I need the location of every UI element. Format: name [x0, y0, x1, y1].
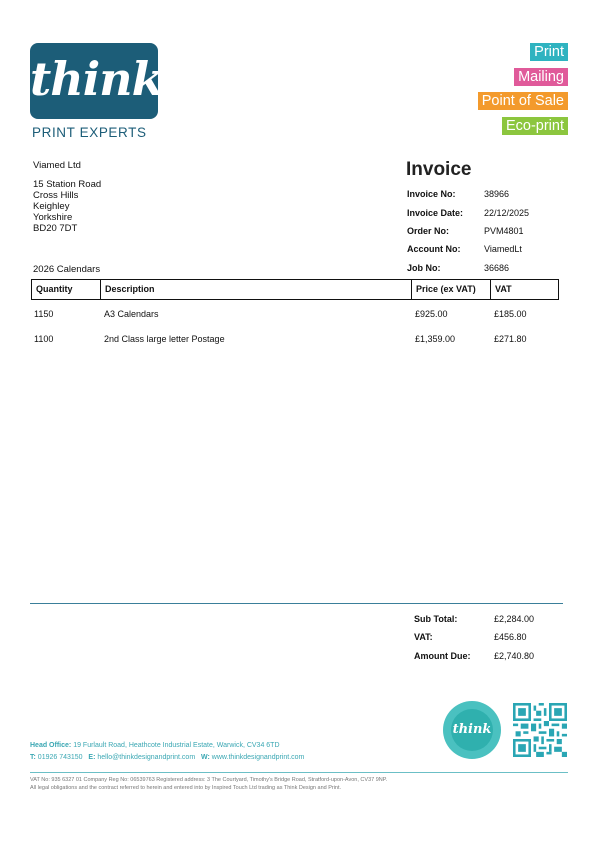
row-price: £1,359.00: [415, 334, 456, 344]
web-link[interactable]: www.thinkdesignandprint.com: [211, 754, 305, 761]
service-tag-mailing: Mailing: [514, 68, 568, 86]
address-line: Cross Hills: [33, 190, 79, 201]
vat-label: VAT:: [414, 632, 433, 642]
seal-wordmark: think: [451, 709, 493, 751]
logo-wordmark: think: [30, 52, 163, 106]
row-description: 2nd Class large letter Postage: [104, 334, 225, 344]
email-link[interactable]: hello@thinkdesignandprint.com: [97, 754, 196, 761]
address-line: BD20 7DT: [33, 223, 78, 234]
address-line: Yorkshire: [33, 212, 73, 223]
totals-divider: [30, 603, 563, 604]
head-office-address: 19 Furlault Road, Heathcote Industrial Estate, Warwick, CV34 6TD: [73, 742, 280, 749]
amount-due-value: £2,740.80: [494, 651, 535, 661]
account-number-label: Account No:: [407, 244, 461, 254]
address-line: Keighley: [33, 201, 70, 212]
vat-value: £456.80: [494, 632, 527, 642]
job-number-value: 36686: [484, 263, 510, 273]
header-price: Price (ex VAT): [416, 284, 476, 294]
service-tag-print: Print: [530, 43, 568, 61]
tel-value[interactable]: 01926 743150: [37, 754, 83, 761]
items-table-header: [31, 279, 559, 300]
invoice-date-value: 22/12/2025: [484, 208, 530, 218]
qr-code: [513, 703, 567, 757]
row-quantity: 1150: [34, 309, 54, 319]
customer-reference: 2026 Calendars: [33, 264, 101, 275]
legal-line-1: VAT No: 935 6327 01 Company Reg No: 06539763 Registered address: 3 The Courtyard, Timothy's Bridge Road, Stratford-upon-Avon, CV37 9NP.: [30, 777, 388, 783]
logo-tagline: PRINT EXPERTS: [32, 125, 147, 140]
table-row: [31, 334, 559, 348]
row-description: A3 Calendars: [104, 309, 159, 319]
customer-address: [33, 179, 101, 234]
footer-divider: [30, 772, 568, 773]
contact-line: [30, 754, 304, 761]
amount-due-label: Amount Due:: [414, 651, 471, 661]
print-seal-badge: [443, 701, 501, 759]
order-number-label: Order No:: [407, 226, 450, 236]
invoice-title: Invoice: [406, 159, 472, 180]
row-vat: £271.80: [494, 334, 527, 344]
row-price: £925.00: [415, 309, 448, 319]
email-label: E:: [88, 754, 96, 761]
invoice-number-label: Invoice No:: [407, 189, 456, 199]
header-vat: VAT: [495, 284, 512, 294]
table-row: [31, 309, 559, 323]
tel-label: T:: [30, 754, 36, 761]
customer-name: Viamed Ltd: [33, 160, 81, 171]
head-office-label: Head Office:: [30, 742, 72, 749]
address-line: 15 Station Road: [33, 179, 102, 190]
account-number-value: ViamedLt: [484, 244, 522, 254]
row-quantity: 1100: [34, 334, 54, 344]
order-number-value: PVM4801: [484, 226, 524, 236]
head-office-line: [30, 742, 280, 749]
subtotal-label: Sub Total:: [414, 614, 458, 624]
web-label: W:: [201, 754, 210, 761]
service-tag-point-of-sale: Point of Sale: [478, 92, 568, 110]
header-description: Description: [105, 284, 155, 294]
job-number-label: Job No:: [407, 263, 441, 273]
header-quantity: Quantity: [36, 284, 73, 294]
subtotal-value: £2,284.00: [494, 614, 535, 624]
row-vat: £185.00: [494, 309, 527, 319]
service-tag-eco-print: Eco-print: [502, 117, 568, 135]
company-logo: [30, 43, 163, 119]
invoice-date-label: Invoice Date:: [407, 208, 464, 218]
legal-line-2: All legal obligations and the contract referred to herein and entered into by Inspired Touch Ltd trading as Think Design and Print.: [30, 785, 342, 791]
invoice-number-value: 38966: [484, 189, 510, 199]
